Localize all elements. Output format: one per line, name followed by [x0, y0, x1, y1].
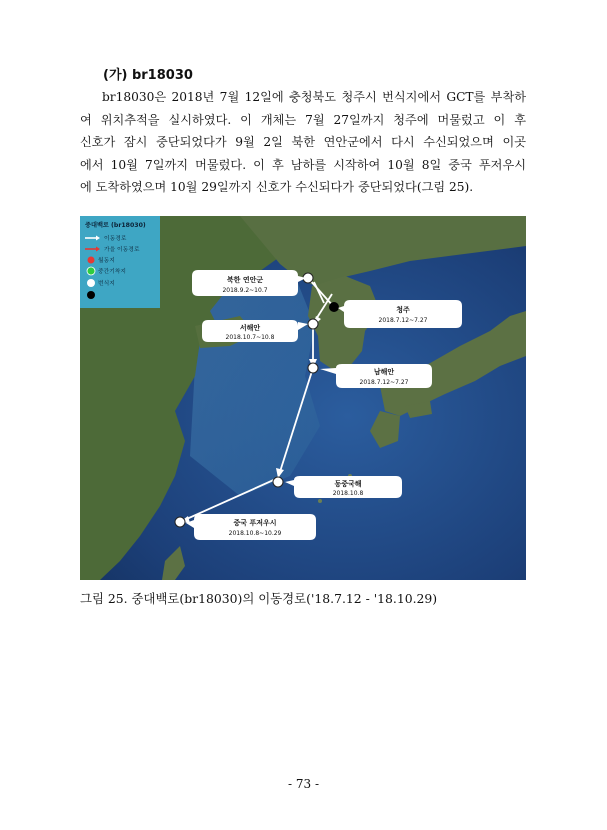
figure-caption: 그림 25. 중대백로(br18030)의 이동경로('18.7.12 - '18.10.29)	[80, 591, 438, 606]
location-name: 청주	[396, 306, 410, 314]
location-name: 북한 연안군	[226, 276, 264, 284]
location-name: 서해안	[239, 324, 261, 332]
location-dates: 2018.10.8	[332, 490, 364, 497]
satellite-map	[80, 216, 526, 580]
location-name: 중국 푸저우시	[233, 519, 277, 527]
island-dot	[318, 499, 322, 503]
legend-label: 월동지	[98, 258, 115, 264]
wintering-marker-icon	[88, 257, 95, 264]
paragraph-line: 신호가 잠시 중단되었다가 9월 2일 북한 연안군에서 다시 수신되었으며 이곳	[80, 135, 526, 150]
migration-map	[80, 216, 526, 580]
breeding-marker-icon	[87, 291, 95, 299]
paragraph-line: 에 도착하였으며 10월 29일까지 신호가 수신되다가 중단되었다(그림 25).	[80, 180, 474, 195]
page-number: - 73 -	[287, 777, 319, 791]
stopover-marker	[308, 363, 318, 373]
map-legend	[80, 216, 160, 308]
stopover-marker	[308, 319, 318, 329]
section-heading: (가) br18030	[103, 68, 193, 83]
breeding-marker	[329, 302, 339, 312]
location-dates: 2018.10.7~10.8	[225, 334, 275, 341]
legend-label: 중간기착지	[98, 269, 126, 275]
paragraph-line: br18030은 2018년 7월 12일에 충청북도 청주시 번식지에서 GCT를 부착하	[102, 90, 526, 104]
legend-label: 이동경로	[104, 236, 127, 242]
body-paragraph	[80, 86, 526, 199]
legend-label: 가을 이동경로	[104, 247, 140, 253]
location-dates: 2018.7.12~7.27	[378, 317, 428, 324]
location-name: 남해안	[373, 368, 395, 376]
paragraph-line: 여 위치추적을 실시하였다. 이 개체는 7월 27일까지 청주에 머물렀고 이 후	[80, 112, 526, 127]
paragraph-line: 에서 10월 7일까지 머물렀다. 이 후 남하를 시작하여 10월 8일 중국 푸저우시	[80, 157, 526, 172]
location-dates: 2018.7.12~7.27	[359, 379, 409, 386]
wintering-marker	[175, 517, 185, 527]
legend-label: 번식지	[98, 281, 115, 287]
location-dates: 2018.10.8~10.29	[228, 530, 282, 537]
stopover-marker-icon	[87, 267, 95, 275]
legend-title: 중대백로 (br18030)	[85, 222, 146, 229]
location-dates: 2018.9.2~10.7	[222, 287, 268, 294]
stopover-marker	[273, 477, 283, 487]
location-name: 동중국해	[334, 480, 362, 488]
white-marker-icon	[87, 279, 95, 287]
